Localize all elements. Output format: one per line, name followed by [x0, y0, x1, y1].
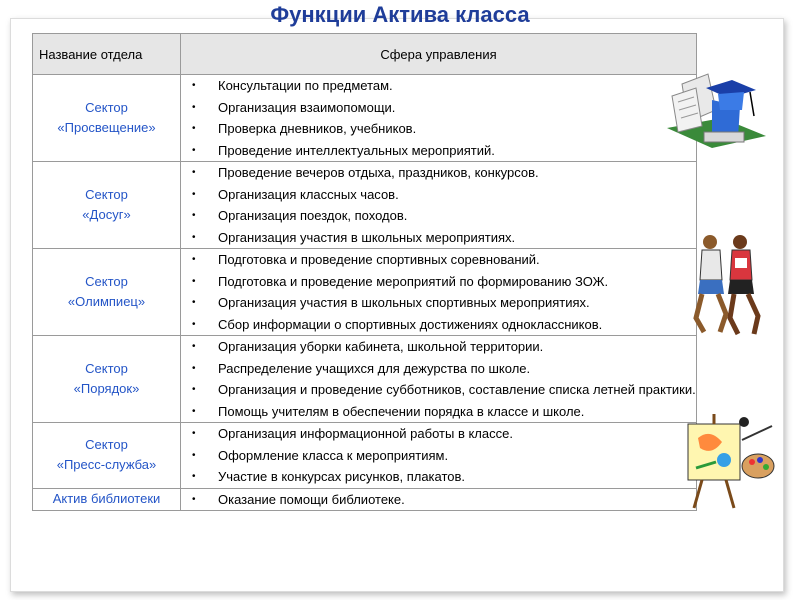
responsibilities-cell	[181, 488, 697, 511]
list-item: • Проведение интеллектуальных мероприятий.	[181, 140, 696, 162]
list-item: • Подготовка и проведение мероприятий по формированию ЗОЖ.	[181, 271, 696, 293]
department-cell	[33, 162, 181, 249]
department-name-line: Сектор	[85, 361, 128, 376]
responsibilities-list	[181, 249, 696, 335]
table-row	[33, 423, 697, 489]
responsibilities-cell	[181, 249, 697, 336]
list-item: • Организация взаимопомощи.	[181, 97, 696, 119]
department-name-line: «Порядок»	[73, 381, 140, 396]
department-name-line: Сектор	[85, 187, 128, 202]
responsibilities-list	[181, 75, 696, 161]
table-row	[33, 488, 697, 511]
list-item: • Распределение учащихся для дежурства по школе.	[181, 358, 696, 380]
list-item: • Сбор информации о спортивных достижениях одноклассников.	[181, 314, 696, 336]
list-item: • Оформление класса к мероприятиям.	[181, 445, 696, 467]
list-item: • Проверка дневников, учебников.	[181, 118, 696, 140]
list-item: • Оказание помощи библиотеке.	[181, 489, 696, 511]
runners-clipart	[690, 232, 765, 338]
graduation-books-clipart	[662, 66, 772, 158]
list-item: • Организация информационной работы в классе.	[181, 423, 696, 445]
department-cell	[33, 336, 181, 423]
responsibilities-cell	[181, 162, 697, 249]
department-name-line: «Досуг»	[82, 207, 131, 222]
table-body	[33, 75, 697, 511]
responsibilities-list	[181, 336, 696, 422]
list-item: • Участие в конкурсах рисунков, плакатов.	[181, 466, 696, 488]
department-cell	[33, 75, 181, 162]
responsibilities-list	[181, 162, 696, 248]
list-item: • Проведение вечеров отдыха, праздников, конкурсов.	[181, 162, 696, 184]
list-item: • Организация и проведение субботников, составление списка летней практики.	[181, 379, 696, 401]
department-cell	[33, 423, 181, 489]
table-row	[33, 249, 697, 336]
art-easel-clipart	[682, 410, 778, 510]
table-row	[33, 336, 697, 423]
department-name-line: Сектор	[85, 100, 128, 115]
header-area: Сфера управления	[181, 34, 697, 75]
list-item: • Организация поездок, походов.	[181, 205, 696, 227]
list-item: • Помощь учителям в обеспечении порядка в классе и школе.	[181, 401, 696, 423]
table-row	[33, 75, 697, 162]
department-name-line: «Просвещение»	[57, 120, 156, 135]
department-name-line: Сектор	[85, 274, 128, 289]
table-header-row	[33, 34, 697, 75]
list-item: • Организация участия в школьных мероприятиях.	[181, 227, 696, 249]
list-item: • Организация классных часов.	[181, 184, 696, 206]
list-item: • Организация участия в школьных спортивных мероприятиях.	[181, 292, 696, 314]
responsibilities-list	[181, 423, 696, 488]
table-row	[33, 162, 697, 249]
list-item: • Организация уборки кабинета, школьной территории.	[181, 336, 696, 358]
list-item: • Подготовка и проведение спортивных соревнований.	[181, 249, 696, 271]
responsibilities-cell	[181, 336, 697, 423]
functions-table	[32, 33, 697, 511]
page-title: Функции Актива класса	[270, 2, 530, 27]
responsibilities-cell	[181, 75, 697, 162]
department-cell	[33, 488, 181, 511]
department-name-line: «Олимпиец»	[67, 294, 146, 309]
department-name-line: «Пресс-служба»	[56, 457, 157, 473]
department-cell	[33, 249, 181, 336]
responsibilities-cell	[181, 423, 697, 489]
department-name-line: Актив библиотеки	[52, 491, 161, 507]
list-item: • Консультации по предметам.	[181, 75, 696, 97]
department-name-line: Сектор	[85, 437, 128, 453]
header-department: Название отдела	[33, 34, 181, 75]
responsibilities-list	[181, 489, 696, 511]
